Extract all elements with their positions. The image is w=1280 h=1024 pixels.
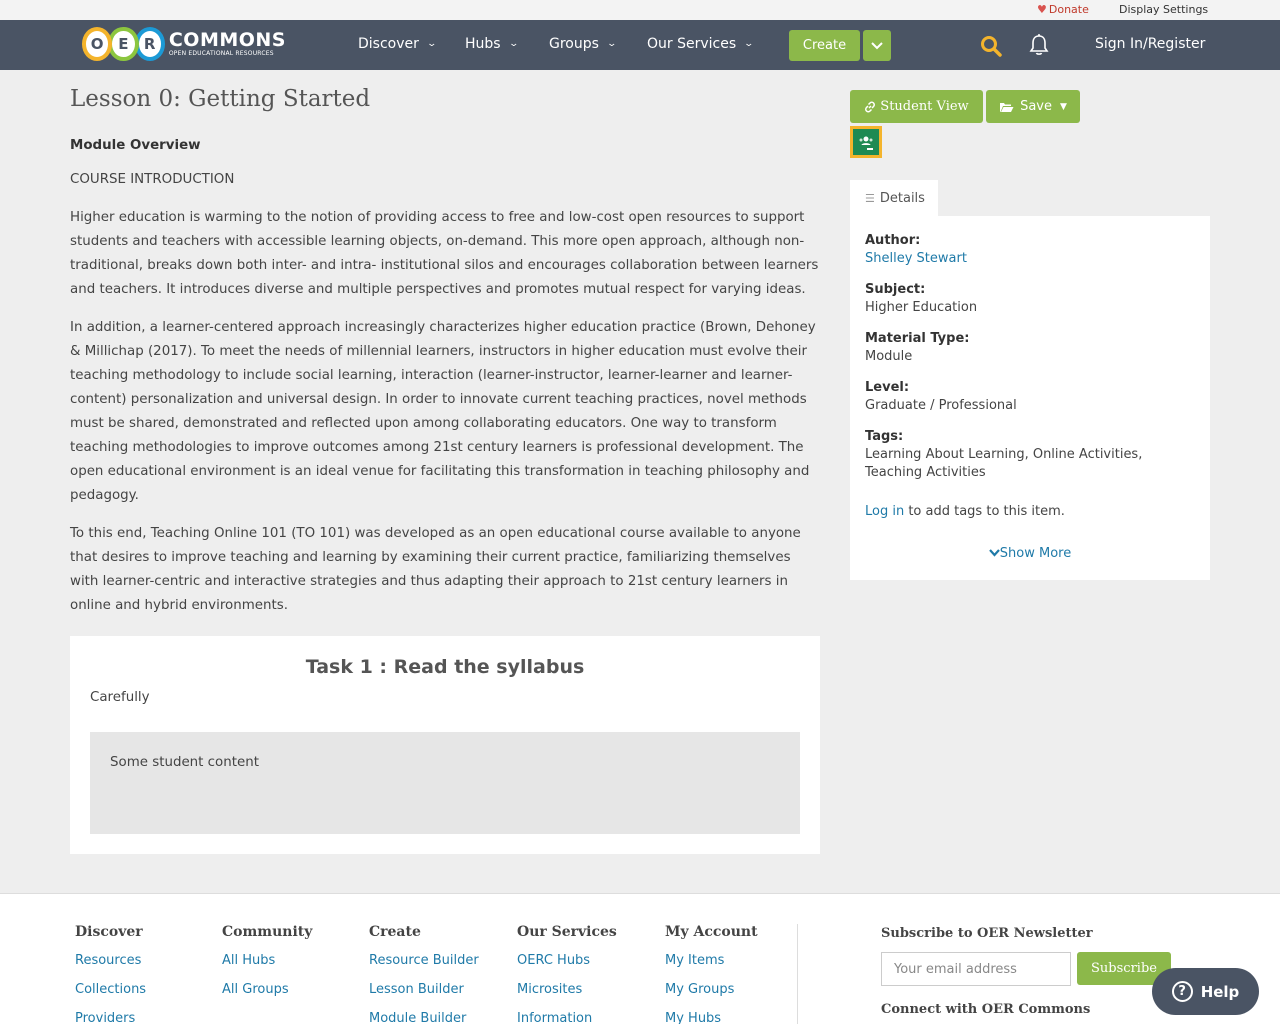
chevron-down-icon: ⌄	[743, 39, 755, 49]
footer-link[interactable]: My Groups	[665, 982, 735, 997]
task-card	[70, 636, 820, 854]
logo-letter-r: R	[135, 27, 165, 61]
connect-heading: Connect with OER Commons	[881, 1002, 1091, 1017]
display-settings-link[interactable]: Display Settings	[1119, 3, 1209, 16]
logo-tagline: OPEN EDUCATIONAL RESOURCES	[168, 50, 274, 57]
author-link[interactable]: Shelley Stewart	[865, 251, 967, 266]
logo-letter-o: O	[82, 27, 112, 61]
logo-text	[169, 30, 286, 58]
subscribe-button[interactable]: Subscribe	[1077, 952, 1171, 985]
footer-link[interactable]: Resources	[75, 953, 142, 968]
caret-down-icon: ▼	[1060, 101, 1067, 112]
footer-col-community	[222, 924, 312, 1010]
site-footer	[0, 893, 1280, 1024]
level-label: Level:	[865, 380, 910, 395]
student-content-box: Some student content	[90, 732, 800, 834]
chevron-down-icon: ⌄	[426, 39, 437, 49]
author-label: Author:	[865, 233, 921, 248]
subject-value: Higher Education	[865, 300, 978, 315]
footer-col-our-services	[517, 924, 617, 1024]
tab-details[interactable]: ☰ Details	[850, 180, 938, 217]
footer-link[interactable]: Module Builder	[369, 1011, 467, 1024]
footer-link[interactable]: Lesson Builder	[369, 982, 464, 997]
overview-paragraph: In addition, a learner-centered approach increasingly characterizes higher education practice (Brown, Dehoney & Millichap (2017). To meet the needs of millennial learners, instructors in higher education must evolve their teaching methodology to include social learning, interaction (learner-instructor, learner-learner and learner-content) personalization and universal design. In order to innovate current teaching practices, novel methods must be shared, demonstrated and reflected upon among collaborating educators. One way to transform teaching methodologies to improve outcomes among 21st century learners is professional development. The open educational environment is an ideal venue for facilitating this transformation in teaching philosophy and pedagogy.	[70, 320, 816, 503]
footer-divider	[797, 924, 798, 1024]
footer-link[interactable]: My Items	[665, 953, 725, 968]
footer-link[interactable]: My Hubs	[665, 1011, 722, 1024]
page-title: Lesson 0: Getting Started	[70, 86, 371, 112]
footer-link[interactable]: OERC Hubs	[517, 953, 591, 968]
footer-link[interactable]: Collections	[75, 982, 147, 997]
login-link[interactable]: Log in	[865, 504, 905, 519]
oer-commons-logo[interactable]	[82, 26, 286, 62]
chevron-down-icon	[871, 42, 883, 50]
subject-label: Subject:	[865, 282, 926, 297]
footer-link[interactable]: Information	[517, 1011, 593, 1024]
overview-paragraph: Higher education is warming to the notion of providing access to free and low-cost open resources to support students and teachers with accessible learning objects, on-demand. This more open approach, although non-traditional, breaks down both inter- and intra- institutional silos and encourages collaboration between learners and teachers. It introduces diverse and multiple perspectives and promotes mutual respect for varying ideas.	[70, 210, 819, 297]
nav-groups[interactable]: Groups ⌄	[549, 36, 617, 52]
heart-icon: ♥	[1037, 3, 1047, 16]
footer-col-my-account	[665, 924, 758, 1024]
chevron-down-icon	[989, 549, 1000, 557]
module-overview-content	[70, 134, 822, 632]
course-introduction-heading: COURSE INTRODUCTION	[70, 172, 235, 187]
classroom-icon	[853, 129, 879, 155]
help-button[interactable]: ? Help	[1152, 968, 1259, 1015]
chevron-down-icon: ⌄	[606, 39, 617, 49]
tags-label: Tags:	[865, 429, 904, 444]
footer-heading: My Account	[665, 924, 758, 940]
footer-link[interactable]: Microsites	[517, 982, 583, 997]
main-navbar	[0, 20, 1280, 70]
footer-link[interactable]: Providers	[75, 1011, 136, 1024]
level-value: Graduate / Professional	[865, 398, 1017, 413]
module-overview-heading: Module Overview	[70, 138, 201, 153]
newsletter-email-input[interactable]	[881, 952, 1071, 986]
details-panel	[850, 216, 1210, 580]
notification-bell-icon[interactable]	[1028, 33, 1050, 57]
nav-hubs[interactable]: Hubs ⌄	[465, 36, 519, 52]
search-icon[interactable]	[980, 35, 1002, 57]
footer-link[interactable]: All Groups	[222, 982, 289, 997]
google-classroom-share-icon[interactable]	[850, 126, 882, 158]
list-icon: ☰	[865, 192, 875, 205]
footer-link[interactable]: Resource Builder	[369, 953, 479, 968]
nav-discover[interactable]: Discover ⌄	[358, 36, 437, 52]
question-mark-icon: ?	[1172, 981, 1193, 1002]
create-button[interactable]: Create	[789, 30, 860, 61]
footer-heading: Create	[369, 924, 421, 940]
save-button[interactable]: Save ▼	[986, 90, 1080, 123]
nav-our-services[interactable]: Our Services ⌄	[647, 36, 755, 52]
create-dropdown-toggle[interactable]	[863, 30, 891, 61]
folder-open-icon	[999, 101, 1014, 113]
material-type-value: Module	[865, 349, 913, 364]
chevron-down-icon: ⌄	[508, 39, 519, 49]
task-title: Task 1 : Read the syllabus	[305, 656, 585, 678]
overview-paragraph: To this end, Teaching Online 101 (TO 101) was developed as an open educational course available to anyone that desires to improve teaching and learning by examining their current practice, familiarizing themselves with learner-centric and interactive strategies and thus adapting their approach to 21st century learners in online and hybrid environments.	[70, 526, 801, 613]
logo-letter-e: E	[108, 27, 138, 61]
login-to-tag-line: Log in to add tags to this item.	[865, 504, 1065, 519]
link-icon	[864, 101, 876, 113]
show-more-link[interactable]: Show More	[850, 546, 1210, 561]
footer-heading: Discover	[75, 924, 143, 940]
material-type-label: Material Type:	[865, 331, 970, 346]
logo-name: COMMONS	[168, 29, 286, 51]
utility-bar	[0, 0, 1280, 20]
footer-col-create	[369, 924, 479, 1024]
sign-in-register-link[interactable]: Sign In/Register	[1095, 36, 1206, 52]
footer-link[interactable]: All Hubs	[222, 953, 276, 968]
newsletter-heading: Subscribe to OER Newsletter	[881, 926, 1093, 941]
footer-col-discover	[75, 924, 146, 1024]
student-view-button[interactable]: Student View	[850, 90, 983, 123]
tags-value: Learning About Learning, Online Activities, Teaching Activities	[865, 447, 1143, 480]
donate-link[interactable]: ♥ Donate	[1037, 3, 1089, 16]
task-subtitle: Carefully	[90, 690, 150, 705]
footer-heading: Our Services	[517, 924, 617, 940]
footer-heading: Community	[222, 924, 313, 940]
